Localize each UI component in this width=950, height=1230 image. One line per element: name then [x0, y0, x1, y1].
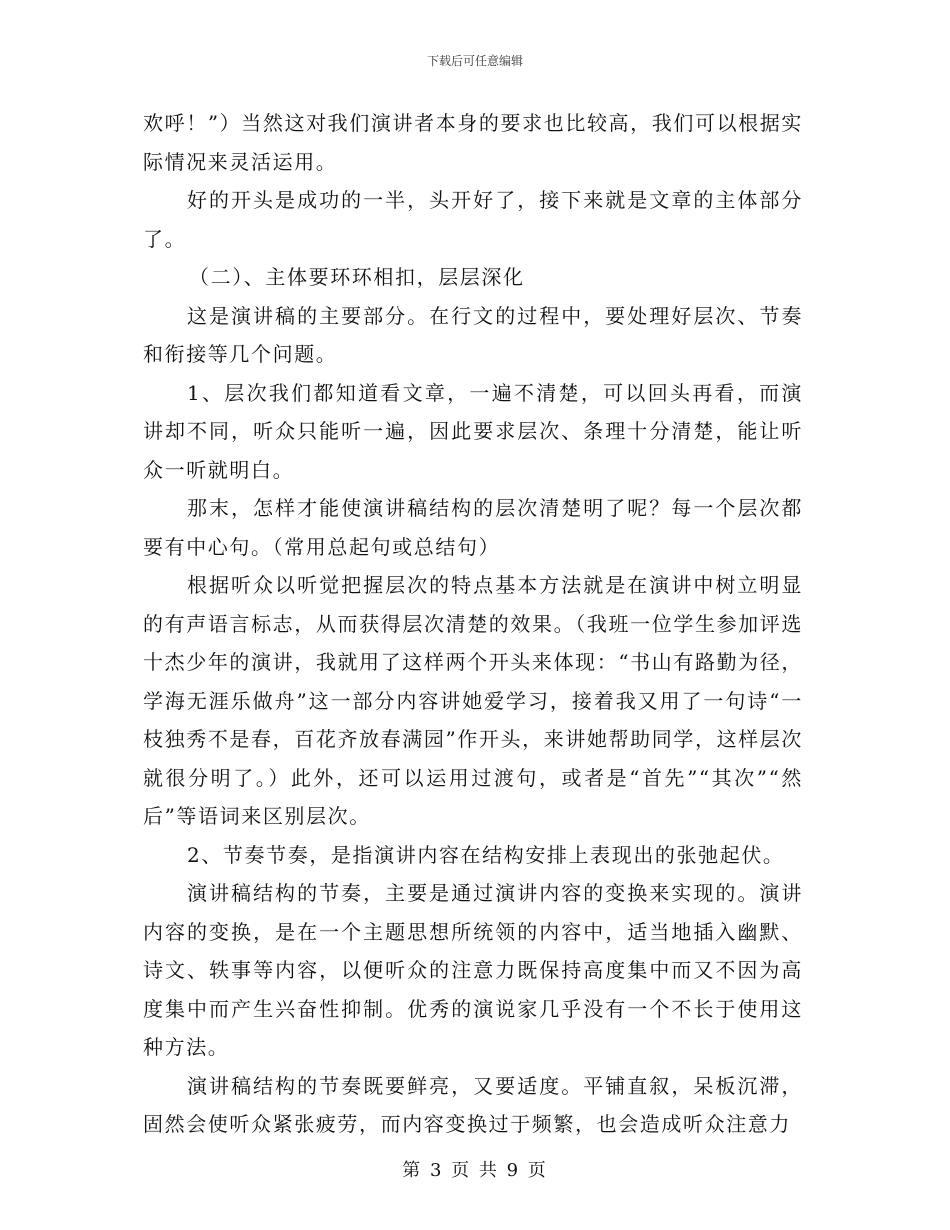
paragraph: 演讲稿结构的节奏，主要是通过演讲内容的变换来实现的。演讲内容的变换，是在一个主题思想所统领的内容中，适当地插入幽默、诗文、轶事等内容，以便听众的注意力既保持高度集中而又不因为高度集中而产生兴奋性抑制。优秀的演说家几乎没有一个不长于使用这种方法。: [143, 881, 803, 1059]
paragraph: 根据听众以听觉把握层次的特点基本方法就是在演讲中树立明显的有声语言标志，从而获得层次清楚的效果。（我班一位学生参加评选十杰少年的演讲，我就用了这样两个开头来体现：“书山有路勤为径，学海无涯乐做舟”这一部分内容讲她爱学习，接着我又用了一句诗“一枝独秀不是春，百花齐放春满园”作开头，来讲她帮助同学，这样层次就很分明了。）此外，还可以运用过渡句，或者是“首先”“其次”“然后”等语词来区别层次。: [143, 573, 803, 828]
paragraph: 好的开头是成功的一半，头开好了，接下来就是文章的主体部分了。: [143, 188, 803, 251]
paragraph: 1、层次我们都知道看文章，一遍不清楚，可以回头再看，而演讲却不同，听众只能听一遍，因此要求层次、条理十分清楚，能让听众一听就明白。: [143, 380, 803, 482]
page-number: 第 3 页 共 9 页: [402, 1160, 548, 1181]
paragraph: 演讲稿结构的节奏既要鲜亮，又要适度。平铺直叙，呆板沉滞，固然会使听众紧张疲劳，而内容变换过于频繁，也会造成听众注意力: [143, 1073, 803, 1136]
section-heading: （二）、主体要环环相扣，层层深化: [189, 265, 525, 289]
paragraph: 那末，怎样才能使演讲稿结构的层次清楚明了呢？每一个层次都要有中心句。（常用总起句或总结句）: [143, 496, 803, 559]
page-header: 下载后可任意编辑: [426, 54, 523, 68]
paragraph: 2、节奏节奏，是指演讲内容在结构安排上表现出的张弛起伏。: [187, 842, 785, 867]
paragraph: 这是演讲稿的主要部分。在行文的过程中，要处理好层次、节奏和衔接等几个问题。: [143, 303, 803, 366]
paragraph: 欢呼！”）当然这对我们演讲者本身的要求也比较高，我们可以根据实际情况来灵活运用。: [143, 111, 803, 174]
body-text: [143, 104, 803, 1144]
